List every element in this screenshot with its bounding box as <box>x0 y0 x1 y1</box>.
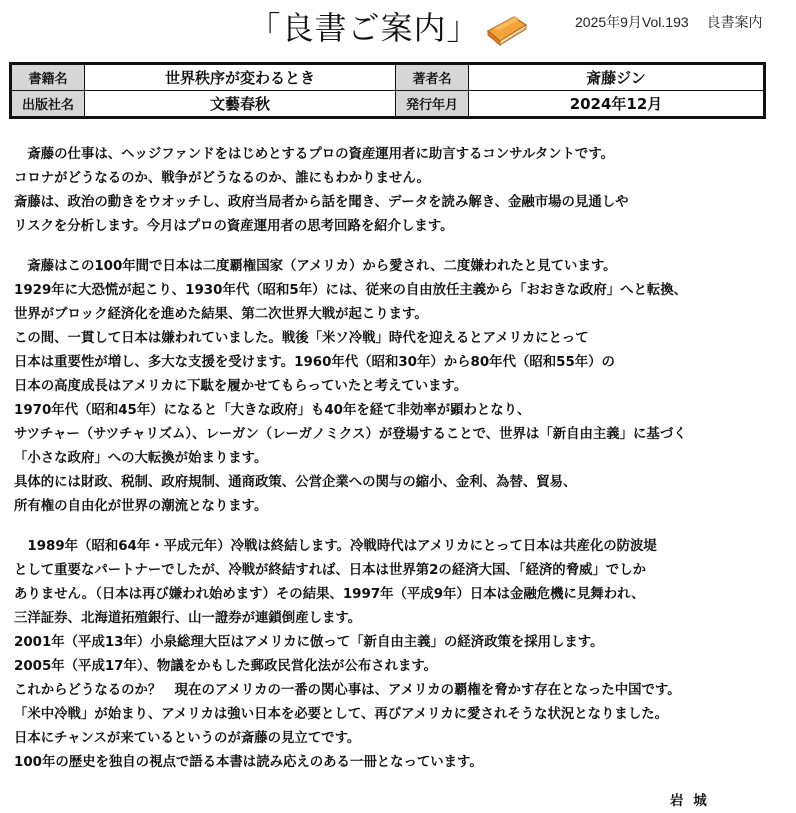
text-line: 斎藤は、政治の動きをウオッチし、政府当局者から話を聞き、データを読み解き、金融市場の見通しや <box>14 195 629 210</box>
text-line: ありません。（日本は再び嫌われ始めます）その結果、1997年（平成9年）日本は金融危機に見舞われ、 <box>14 587 645 602</box>
text-line: サツチャー（サツチャリズム）、レーガン（レーガノミクス）が登場することで、世界は「新自由主義」に基づく <box>14 427 687 442</box>
text-line: 三洋証券、北海道拓殖銀行、山一證券が連鎖倒産します。 <box>14 611 362 626</box>
book-author: 斎藤ジン <box>469 64 765 91</box>
text-line: 100年の歴史を独自の視点で語る本書は読み応えのある一冊となっています。 <box>14 755 483 770</box>
text-line: 1970年代（昭和45年）になると「大きな政府」も40年を経て非効率が顕わとなり、 <box>14 403 531 418</box>
book-info-row-1 <box>11 64 765 91</box>
text-line: 日本にチャンスが来ているというのが斎藤の見立てです。 <box>14 731 361 746</box>
reviewer-signature: 岩城 <box>670 794 717 809</box>
text-line: 斎藤はこの100年間で日本は二度覇権国家（アメリカ）から愛され、二度嫌われたと見ています。 <box>14 259 617 274</box>
issue-category: 良書案内 <box>706 14 763 30</box>
text-line: 斎藤の仕事は、ヘッジファンドをはじめとするプロの資産運用者に助言するコンサルタントです。 <box>14 147 615 162</box>
title-wrap <box>248 8 527 48</box>
text-line: 所有権の自由化が世界の潮流となります。 <box>14 499 268 514</box>
text-line: 具体的には財政、税制、政府規制、通商政策、公営企業への関与の縮小、金利、為替、貿易、 <box>14 475 577 490</box>
text-line: 日本は重要性が増し、多大な支援を受けます。1960年代（昭和30年）から80年代（昭和55年）の <box>14 355 615 370</box>
page-title: 「良書ご案内」 <box>248 9 480 47</box>
text-line: 2005年（平成17年）、物議をかもした郵政民営化法が公布されます。 <box>14 659 438 674</box>
text-line: 日本の高度成長はアメリカに下駄を履かせてもらっていたと考えています。 <box>14 379 468 394</box>
text-line: コロナがどうなるのか、戦争がどうなるのか、誰にもわかりません。 <box>14 171 430 186</box>
text-line: 「米中冷戦」が始まり、アメリカは強い日本を必要として、再びアメリカに愛されそうな状況となりました。 <box>14 707 668 722</box>
text-line: これからどうなるのか？ 現在のアメリカの一番の関心事は、アメリカの覇権を脅かす存在となった中国です。 <box>14 683 681 698</box>
book-icon <box>484 9 528 47</box>
paragraph-3 <box>14 535 784 775</box>
book-title: 世界秩序が変わるとき <box>85 64 396 91</box>
text-line: この間、一貫して日本は嫌われていました。戦後「米ソ冷戦」時代を迎えるとアメリカにとって <box>14 331 589 346</box>
issue-info <box>575 12 763 32</box>
book-info-table <box>9 62 766 119</box>
text-line: 2001年（平成13年）小泉総理大臣はアメリカに倣って「新自由主義」の経済政策を採用します。 <box>14 635 604 650</box>
publisher-label: 出版社名 <box>11 91 85 118</box>
paragraph-2 <box>14 255 784 519</box>
text-line: 「小さな政府」への大転換が始まります。 <box>14 451 268 466</box>
book-publisher: 文藝春秋 <box>85 91 396 118</box>
date-label: 発行年月 <box>396 91 469 118</box>
text-line: として重要なパートナーでしたが、冷戦が終結すれば、日本は世界第2の経済大国、「経済的脅威」でしか <box>14 563 646 578</box>
author-label: 著者名 <box>396 64 469 91</box>
review-body <box>14 143 784 791</box>
paragraph-1 <box>14 143 784 239</box>
book-info-row-2 <box>11 91 765 118</box>
text-line: 1989年（昭和64年・平成元年）冷戦は終結します。冷戦時代はアメリカにとって日本は共産化の防波堤 <box>14 539 657 554</box>
issue-number: 2025年9月Vol.193 <box>575 14 689 30</box>
text-line: 1929年に大恐慌が起こり、1930年代（昭和5年）には、従来の自由放任主義から「おおきな政府」へと転換、 <box>14 283 688 298</box>
text-line: リスクを分析します。今月はプロの資産運用者の思考回路を紹介します。 <box>14 219 454 234</box>
text-line: 世界がブロック経済化を進めた結果、第二次世界大戦が起こります。 <box>14 307 428 322</box>
book-date: 2024年12月 <box>469 91 765 118</box>
title-label: 書籍名 <box>11 64 85 91</box>
